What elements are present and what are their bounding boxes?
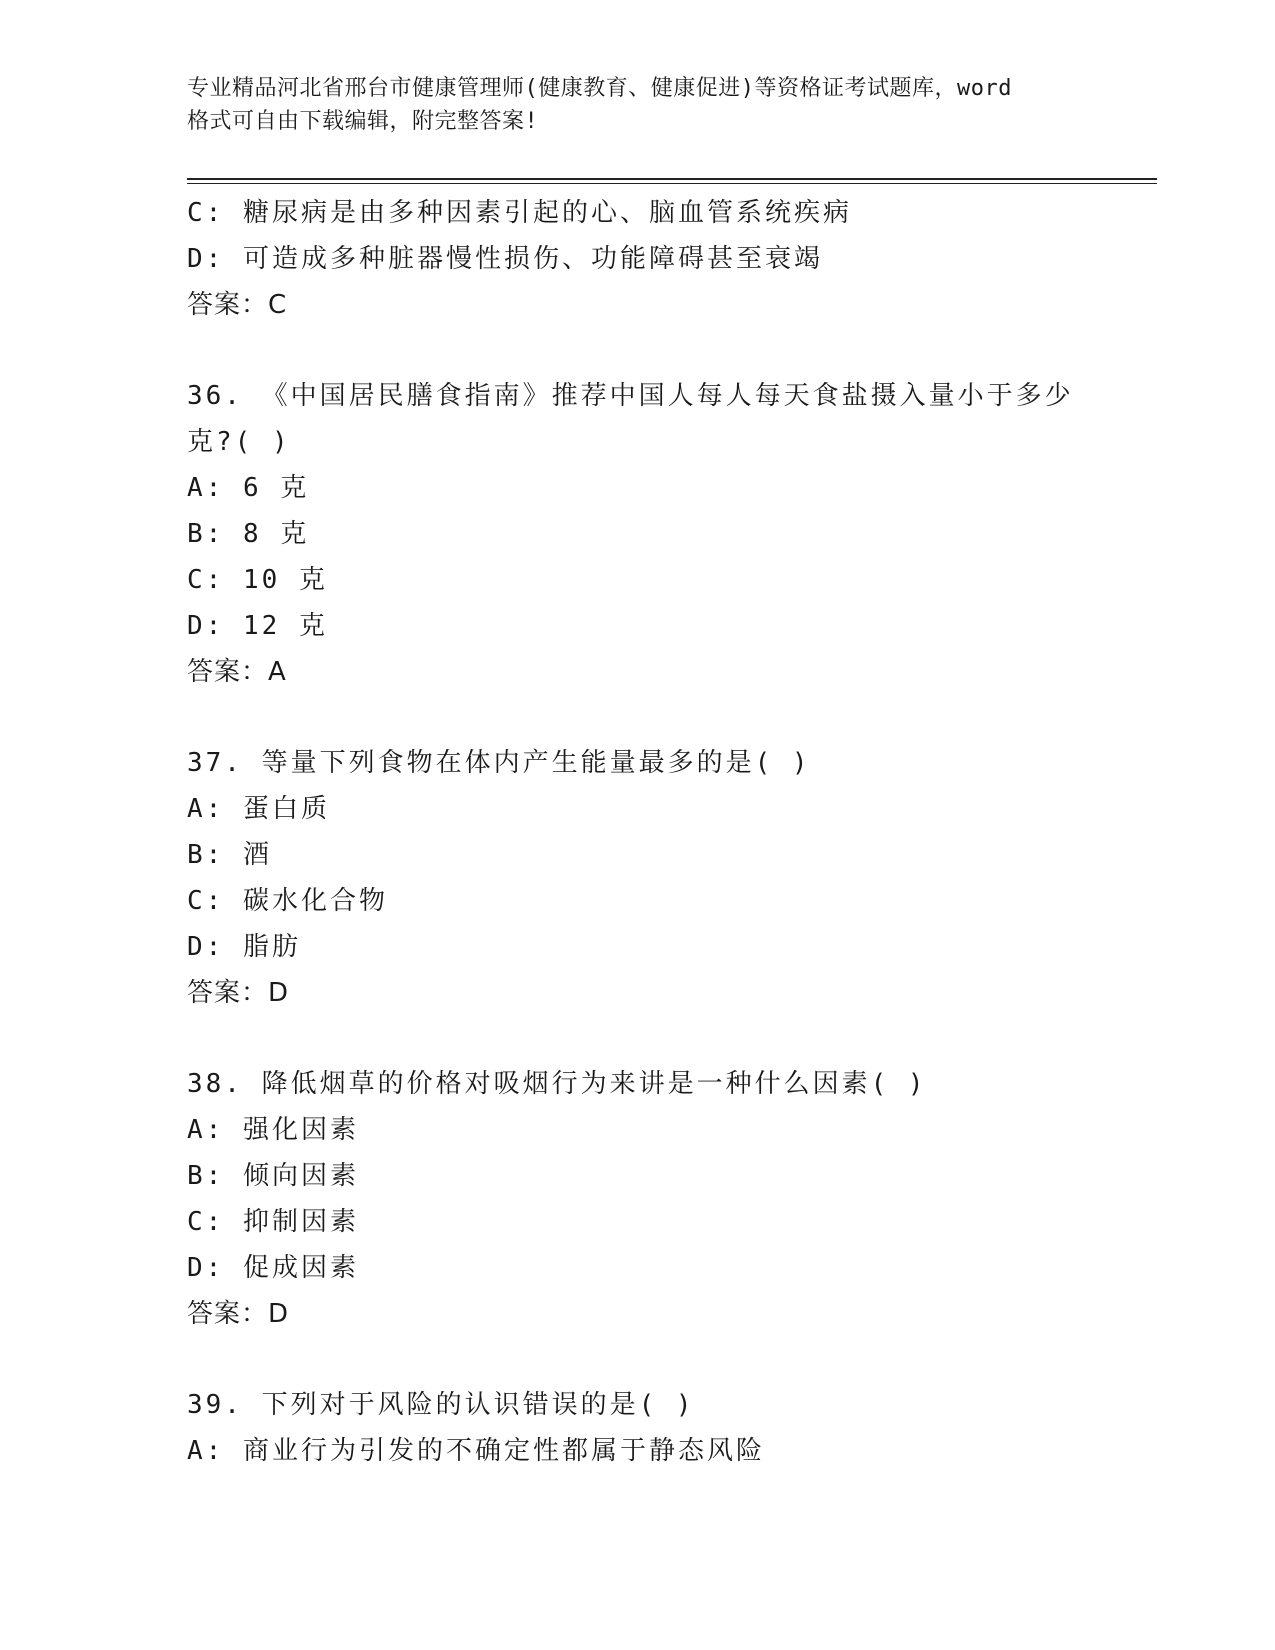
option-b: B: 酒 [187,840,272,870]
answer-line: 答案：A [187,657,287,687]
option-a: A: 商业行为引发的不确定性都属于静态风险 [187,1436,765,1466]
question-stem: 36. 《中国居民膳食指南》推荐中国人每人每天食盐摄入量小于多少 [187,381,1074,411]
question-block-37 [187,740,1157,1016]
question-block-39 [187,1382,1157,1474]
question-stem: 39. 下列对于风险的认识错误的是( ) [187,1390,695,1420]
option-c: C: 碳水化合物 [187,886,388,916]
option-b: B: 8 克 [187,519,310,549]
option-d: D: 促成因素 [187,1253,359,1283]
answer-line: 答案：D [187,1299,290,1329]
option-a: A: 强化因素 [187,1115,359,1145]
header-line-1: 专业精品河北省邢台市健康管理师(健康教育、健康促进)等资格证考试题库，word [187,76,1012,101]
header-divider-thin [187,183,1157,184]
answer-line: 答案：D [187,978,290,1008]
option-b: B: 倾向因素 [187,1161,359,1191]
option-d: D: 12 克 [187,611,328,641]
document-header [187,72,1087,138]
option-c: C: 10 克 [187,565,328,595]
option-d: D: 可造成多种脏器慢性损伤、功能障碍甚至衰竭 [187,244,823,274]
answer-line: 答案：C [187,290,288,320]
question-block-36 [187,373,1157,695]
option-c: C: 糖尿病是由多种因素引起的心、脑血管系统疾病 [187,198,852,228]
question-stem: 37. 等量下列食物在体内产生能量最多的是( ) [187,748,811,778]
option-d: D: 脂肪 [187,932,301,962]
option-a: A: 蛋白质 [187,794,330,824]
option-c: C: 抑制因素 [187,1207,359,1237]
question-block-35 [187,190,1157,328]
question-list [187,190,1157,1474]
question-stem: 38. 降低烟草的价格对吸烟行为来讲是一种什么因素( ) [187,1069,927,1099]
option-a: A: 6 克 [187,473,310,503]
question-stem-cont: 克?( ) [187,427,291,457]
header-divider-thick [187,178,1157,180]
header-line-2: 格式可自由下载编辑，附完整答案! [187,109,539,134]
question-block-38 [187,1061,1157,1337]
